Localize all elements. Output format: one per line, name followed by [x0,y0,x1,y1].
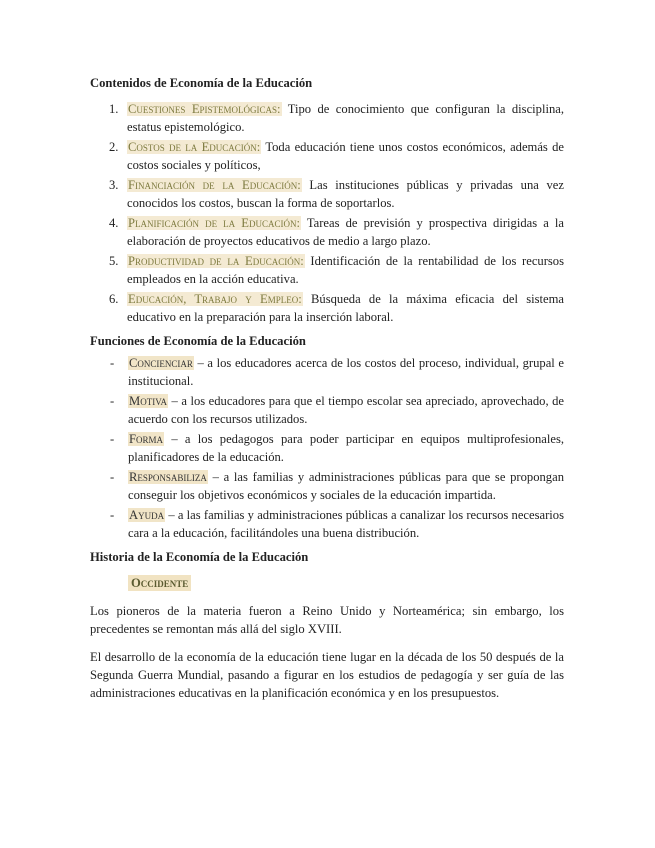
item-term: Forma [129,432,164,446]
item-term: Educación, Trabajo y Empleo: [128,292,302,306]
item-number: 2. [109,140,119,154]
history-paragraph: El desarrollo de la economía de la educación tiene lugar en la década de los 50 después de la Segunda Guerra Mundial, pasando a figurar en los estudios de pedagogía y ser guía de las administraciones educativas en la planificación económica y en los presupuestos. [90,650,564,700]
history-paragraph: Los pioneros de la materia fueron a Reino Unido y Norteamérica; sin embargo, los precedentes se remontan más allá del siglo XVIII. [90,604,564,636]
item-term: Cuestiones Epistemológicas: [128,102,281,116]
item-text: Toda educación tiene unos costos económicos, además de costos sociales y políticos, [127,140,564,172]
item-text: Tipo de conocimiento que configuran la disciplina, estatus epistemológico. [127,102,564,134]
item-term: Planificación de la Educación: [128,216,300,230]
list-item [90,468,564,504]
list-item [90,430,564,466]
list-item [90,354,564,390]
item-number: 1. [109,102,119,116]
item-term: Financiación de la Educación: [128,178,301,192]
item-text: – a los pedagogos para poder participar en equipos multiprofesionales, planificadores de la educación. [128,432,564,464]
item-term: Concienciar [129,356,193,370]
item-term: Costos de la Educación: [128,140,261,154]
item-term: Motiva [129,394,168,408]
item-number: 6. [109,292,119,306]
item-text: – a las familias y administraciones públicas a canalizar los recursos necesarios cara a la educación, facilitándoles una buena distribución. [128,508,564,540]
item-text: Identificación de la rentabilidad de los recursos empleados en la acción educativa. [127,254,564,286]
item-text: Las instituciones públicas y privadas una vez conocidos los costos, buscan la forma de soportarlos. [127,178,564,210]
bullet-dash: - [110,394,115,408]
contents-heading: Contenidos de Economía de la Educación [90,76,313,90]
item-number: 5. [109,254,119,268]
bullet-dash: - [110,432,115,446]
bullet-dash: - [110,470,115,484]
list-item [90,392,564,428]
functions-heading: Funciones de Economía de la Educación [90,334,306,348]
subheading-label: Occidente [128,575,191,591]
list-item [90,138,564,174]
item-text: – a los educadores acerca de los costos del proceso, individual, grupal e institucional. [128,356,564,388]
list-item [90,214,564,250]
item-term: Productividad de la Educación: [128,254,304,268]
item-term: Responsabiliza [129,470,207,484]
contents-list [90,100,564,326]
list-item [90,252,564,288]
bullet-dash: - [110,508,115,522]
list-item [90,100,564,136]
list-item [90,506,564,542]
item-number: 4. [109,216,119,230]
history-heading: Historia de la Economía de la Educación [90,550,309,564]
item-text: – a los educadores para que el tiempo escolar sea apreciado, aprovechado, de acuerdo con los recursos utilizados. [128,394,564,426]
item-text: – a las familias y administraciones públicas para que se propongan conseguir los objetivos económicos y sociales de la educación impartida. [128,470,564,502]
item-text: Búsqueda de la máxima eficacia del sistema educativo en la preparación para la inserción laboral. [127,292,564,324]
history-subheading [128,574,564,592]
functions-list [90,354,564,542]
item-number: 3. [109,178,119,192]
document-content [90,74,564,712]
item-text: Tareas de previsión y prospectiva dirigidas a la elaboración de proyectos educativos de medio a largo plazo. [127,216,564,248]
list-item [90,176,564,212]
bullet-dash: - [110,356,115,370]
list-item [90,290,564,326]
item-term: Ayuda [129,508,165,522]
